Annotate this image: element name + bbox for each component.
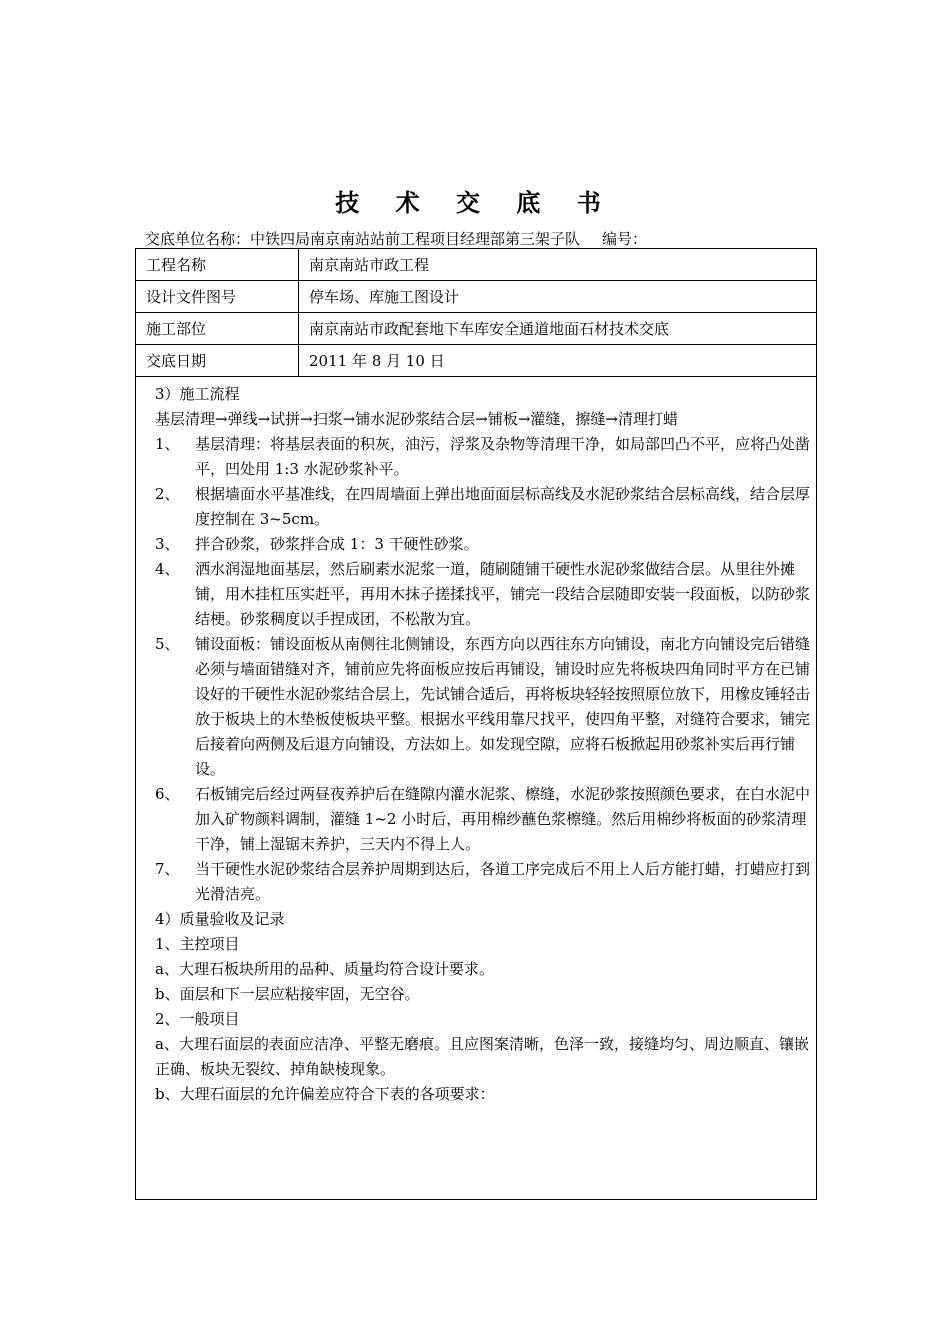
list-item bbox=[155, 557, 810, 632]
unit-line bbox=[145, 228, 647, 249]
label-project-name: 工程名称 bbox=[136, 249, 299, 281]
list-item bbox=[155, 782, 810, 857]
item-text: 当干硬性水泥砂浆结合层养护周期到达后，各道工序完成后不用上人后方能打蜡，打蜡应打到光滑洁亮。 bbox=[195, 860, 811, 903]
label-date: 交底日期 bbox=[136, 345, 299, 377]
list-item bbox=[155, 482, 810, 532]
main-control-a: a、大理石板块所用的品种、质量均符合设计要求。 bbox=[155, 960, 494, 978]
general-heading: 2、一般项目 bbox=[155, 1010, 240, 1028]
item-number: 6、 bbox=[155, 785, 180, 803]
flow-heading: 3）施工流程 bbox=[155, 385, 240, 403]
flow-line: 基层清理→弹线→试拼→扫浆→铺水泥砂浆结合层→铺板→灌缝，擦缝→清理打蜡 bbox=[155, 410, 678, 428]
item-text: 根据墙面水平基准线，在四周墙面上弹出地面面层标高线及水泥砂浆结合层标高线，结合层厚度控制在 3~5cm。 bbox=[195, 485, 811, 528]
general-a: a、大理石面层的表面应洁净、平整无磨痕。且应图案清晰，色泽一致，接缝均匀、周边顺直、镶嵌正确、板块无裂纹、掉角缺棱现象。 bbox=[155, 1035, 809, 1078]
quality-heading: 4）质量验收及记录 bbox=[155, 910, 285, 928]
general-b: b、大理石面层的允许偏差应符合下表的各项要求： bbox=[155, 1085, 495, 1103]
item-number: 5、 bbox=[155, 635, 180, 653]
main-control-b: b、面层和下一层应粘接牢固，无空谷。 bbox=[155, 985, 420, 1003]
unit-label: 交底单位名称：中铁四局南京南站站前工程项目经理部第三架子队 bbox=[145, 230, 581, 248]
list-item bbox=[155, 632, 810, 782]
table-row bbox=[136, 345, 817, 377]
content-area bbox=[155, 382, 810, 1107]
list-item bbox=[155, 857, 810, 907]
item-number: 4、 bbox=[155, 560, 180, 578]
list-item bbox=[155, 532, 810, 557]
item-number: 7、 bbox=[155, 860, 180, 878]
item-number: 1、 bbox=[155, 435, 180, 453]
value-date: 2011 年 8 月 10 日 bbox=[299, 345, 817, 377]
item-text: 石板铺完后经过两昼夜养护后在缝隙内灌水泥浆、檫缝，水泥砂浆按照颜色要求，在白水泥中加入矿物颜料调制，灌缝 1~2 小时后，再用棉纱蘸色浆檫缝。然后用棉纱将板面的砂浆清理干净，铺上湿锯末养护，三天内不得上人。 bbox=[195, 785, 811, 853]
label-drawing-number: 设计文件图号 bbox=[136, 281, 299, 313]
table-row bbox=[136, 313, 817, 345]
item-text: 铺设面板：铺设面板从南侧往北侧铺设，东西方向以西往东方向铺设，南北方向铺设完后错缝必须与墙面错缝对齐，铺前应先将面板应按后再铺设，铺设时应先将板块四角同时平方在已铺设好的干硬性水泥砂浆结合层上，先试铺合适后，再将板块轻轻按照原位放下，用橡皮锤轻击放于板块上的木垫板使板块平整。根据水平线用靠尺找平，使四角平整，对缝符合要求，铺完后接着向两侧及后退方向铺设，方法如上。如发现空隙，应将石板掀起用砂浆补实后再行铺设。 bbox=[195, 635, 811, 778]
code-label: 编号： bbox=[602, 230, 648, 248]
value-project-name: 南京南站市政工程 bbox=[299, 249, 817, 281]
table-row bbox=[136, 249, 817, 281]
info-table bbox=[135, 248, 817, 377]
value-drawing-number: 停车场、库施工图设计 bbox=[299, 281, 817, 313]
table-row bbox=[136, 281, 817, 313]
label-construction-part: 施工部位 bbox=[136, 313, 299, 345]
item-number: 3、 bbox=[155, 535, 180, 553]
value-construction-part: 南京南站市政配套地下车库安全通道地面石材技术交底 bbox=[299, 313, 817, 345]
main-control-heading: 1、主控项目 bbox=[155, 935, 240, 953]
item-text: 拌合砂浆，砂浆拌合成 1：3 干硬性砂浆。 bbox=[195, 535, 479, 553]
item-number: 2、 bbox=[155, 485, 180, 503]
list-item bbox=[155, 432, 810, 482]
document-title: 技 术 交 底 书 bbox=[335, 189, 615, 217]
item-text: 基层清理：将基层表面的积灰，油污，浮浆及杂物等清理干净，如局部凹凸不平，应将凸处凿平，凹处用 1:3 水泥砂浆补平。 bbox=[195, 435, 811, 478]
item-text: 洒水润湿地面基层，然后刷素水泥浆一道，随刷随铺干硬性水泥砂浆做结合层。从里往外摊铺，用木挂杠压实赶平，再用木抹子搓揉找平，铺完一段结合层随即安装一段面板，以防砂浆结梗。砂浆稠度以手捏成团，不松散为宜。 bbox=[195, 560, 811, 628]
